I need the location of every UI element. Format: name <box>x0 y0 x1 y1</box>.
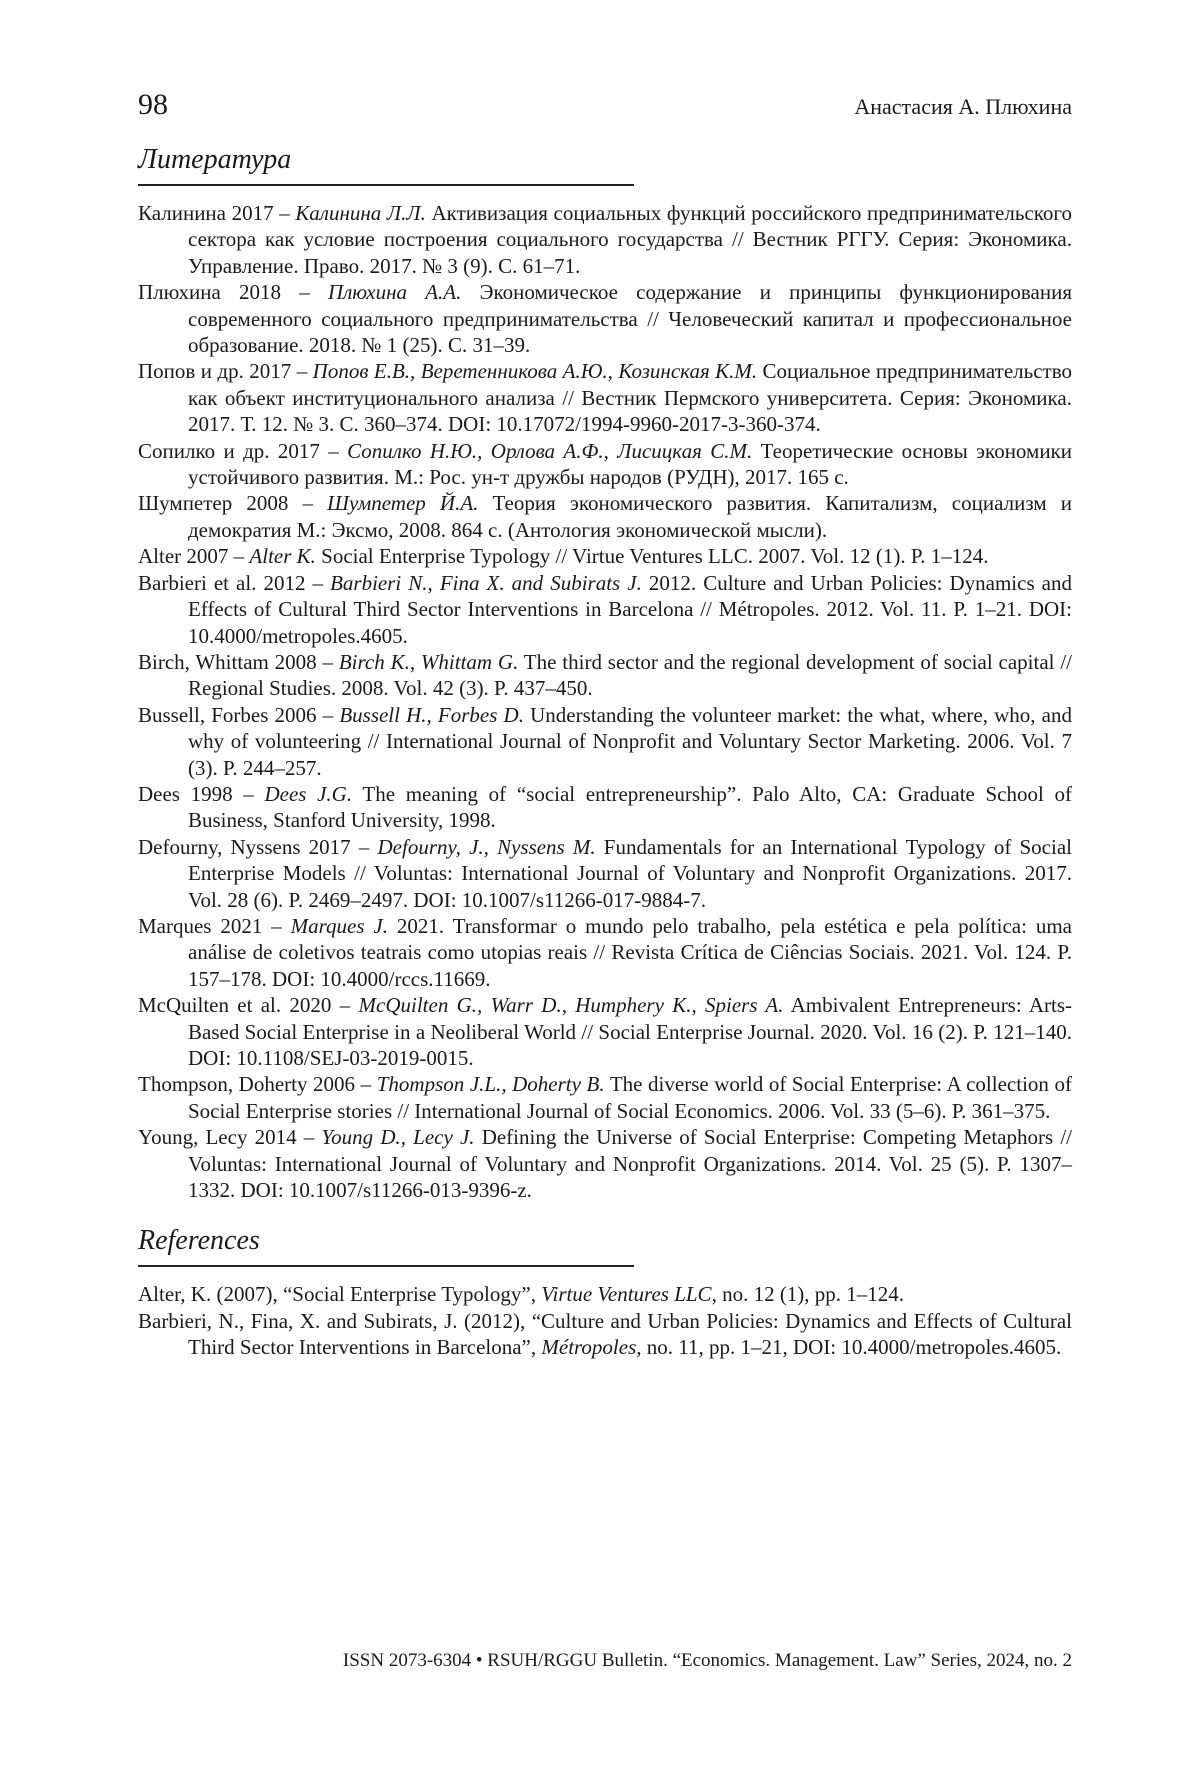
literature-list <box>138 200 1072 1203</box>
reference-lead: Birch, Whittam 2008 – <box>138 649 339 674</box>
reference-authors: Birch K., Whittam G. <box>338 649 519 674</box>
reference-authors: Калинина Л.Л. <box>295 201 426 225</box>
reference-details: Understanding the volunteer market: the what, where, who, and why of volunteering // International Journal of Nonprofit and Voluntary Sector Marketing. 2006. Vol. 7 (3). P. 244–257. <box>188 702 1072 780</box>
reference-item <box>138 1124 1072 1203</box>
reference-details: 2012. Culture and Urban Policies: Dynamics and Effects of Cultural Third Sector Interventions in Barcelona // Métropoles. 2012. Vol. 11. P. 1–21. DOI: 10.4000/metropoles.4605. <box>188 570 1073 648</box>
reference-item <box>138 200 1072 279</box>
reference-lead: Попов и др. 2017 – <box>138 359 313 384</box>
reference-lead: Marques 2021 – <box>138 913 291 938</box>
reference-item <box>138 358 1072 437</box>
reference-lead: Плюхина 2018 – <box>138 280 328 305</box>
heading-rule <box>138 184 634 186</box>
reference-item <box>138 702 1072 781</box>
reference-authors: Alter K. <box>249 544 316 569</box>
reference-details: Теоретические основы экономики устойчивого развития. М.: Рос. ун-т дружбы народов (РУДН), 2017. 165 с. <box>188 438 1073 490</box>
reference-authors: Thompson J.L., Doherty B. <box>376 1072 605 1097</box>
reference-item <box>138 543 1072 569</box>
page-number: 98 <box>138 88 168 121</box>
reference-lead: Dees 1998 – <box>138 781 265 806</box>
reference-details: no. 11, pp. 1–21, DOI: 10.4000/metropoles.4605. <box>641 1335 1062 1360</box>
reference-details: , no. 12 (1), pp. 1–124. <box>711 1282 905 1307</box>
references-heading: References <box>138 1225 260 1257</box>
reference-authors: Плюхина А.А. <box>327 280 462 305</box>
literature-heading: Литература <box>138 144 292 175</box>
reference-lead: Barbieri, N., Fina, X. and Subirats, J. (2012), “Culture and Urban Policies: Dynamics and Effects of Cultural Third Sector Interventions in Barcelona”, <box>138 1308 1072 1360</box>
reference-lead: Barbieri et al. 2012 – <box>138 570 331 595</box>
reference-authors: Barbieri N., Fina X. and Subirats J. <box>330 570 642 595</box>
reference-authors: Bussell H., Forbes D. <box>339 702 524 727</box>
reference-item <box>138 490 1072 543</box>
heading-rule <box>138 1265 634 1267</box>
reference-item <box>138 570 1072 649</box>
page-header <box>138 88 1072 128</box>
page <box>138 88 1072 1361</box>
reference-item <box>138 438 1072 491</box>
reference-item <box>138 1281 1072 1307</box>
page-footer: ISSN 2073-6304 • RSUH/RGGU Bulletin. “Economics. Management. Law” Series, 2024, no. 2 <box>342 1650 1072 1671</box>
reference-authors: Defourny, J., Nyssens M. <box>377 834 596 859</box>
reference-authors: McQuilten G., Warr D., Humphery K., Spiers A. <box>358 993 784 1018</box>
reference-lead: McQuilten et al. 2020 – <box>138 993 359 1018</box>
reference-details: Теория экономического развития. Капитализм, социализм и демократия М.: Эксмо, 2008. 864 с. (Антология экономической мысли). <box>188 491 1072 542</box>
references-list <box>138 1281 1072 1360</box>
reference-item <box>138 1308 1072 1361</box>
reference-lead: Bussell, Forbes 2006 – <box>138 702 340 727</box>
reference-details: Экономическое содержание и принципы функционирования современного социального предпринимательства // Человеческий капитал и профессиональное образование. 2018. № 1 (25). С. 31–39. <box>188 280 1072 358</box>
reference-details: The meaning of “social entrepreneurship”. Palo Alto, CA: Graduate School of Business, Stanford University, 1998. <box>188 781 1072 833</box>
reference-authors: Dees J.G. <box>264 781 353 806</box>
reference-item <box>138 649 1072 702</box>
reference-lead: Шумпетер 2008 – <box>138 491 328 516</box>
reference-lead: Alter 2007 – <box>138 544 250 569</box>
reference-details: Ambivalent Entrepreneurs: Arts-Based Social Enterprise in a Neoliberal World // Social Enterprise Journal. 2020. Vol. 16 (2). P. 121–140. DOI: 10.1108/SEJ-03-2019-0015. <box>188 993 1072 1070</box>
reference-authors: Young D., Lecy J. <box>321 1125 475 1150</box>
reference-details: The diverse world of Social Enterprise: A collection of Social Enterprise stories // International Journal of Social Economics. 2006. Vol. 33 (5–6). P. 361–375. <box>188 1072 1072 1123</box>
reference-authors: Métropoles, <box>541 1335 642 1360</box>
reference-details: Defining the Universe of Social Enterprise: Competing Metaphors // Voluntas: International Journal of Voluntary and Nonprofit Organizations. 2014. Vol. 25 (5). P. 1307–1332. DOI: 10.1007/s11266-013-9396-z. <box>188 1125 1072 1203</box>
reference-item <box>138 913 1072 992</box>
reference-item <box>138 279 1072 358</box>
reference-item <box>138 781 1072 834</box>
reference-details: Активизация социальных функций российского предпринимательского сектора как условие построения социального государства // Вестник РГГУ. Серия: Экономика. Управление. Право. 2017. № 3 (9). С. 61–71. <box>188 201 1072 278</box>
reference-authors: Marques J. <box>290 913 388 938</box>
reference-item <box>138 992 1072 1071</box>
running-head-author: Анастасия А. Плюхина <box>854 94 1072 119</box>
reference-details: 2021. Transformar o mundo pelo trabalho, pela estética e pela política: uma análise de coletivos teatrais como utopias reais // Revista Crítica de Ciências Sociais. 2021. Vol. 124. P. 157–178. DOI: 10.4000/rccs.11669. <box>188 913 1073 991</box>
reference-authors: Шумпетер Й.А. <box>327 491 479 516</box>
reference-item <box>138 1071 1072 1124</box>
reference-lead: Калинина 2017 – <box>138 201 296 225</box>
reference-item <box>138 834 1072 913</box>
reference-authors: Сопилко Н.Ю., Орлова А.Ф., Лисицкая С.М. <box>347 438 753 463</box>
reference-lead: Сопилко и др. 2017 – <box>138 438 348 463</box>
reference-lead: Thompson, Doherty 2006 – <box>138 1072 377 1097</box>
reference-lead: Defourny, Nyssens 2017 – <box>138 834 378 859</box>
reference-details: Социальное предпринимательство как объект институционального анализа // Вестник Пермского университета. Серия: Экономика. 2017. Т. 12. № 3. С. 360–374. DOI: 10.17072/1994-9960-2017-3-360-374. <box>188 359 1072 437</box>
reference-lead: Alter, K. (2007), “Social Enterprise Typology”, <box>138 1282 542 1307</box>
reference-details: The third sector and the regional development of social capital // Regional Studies. 2008. Vol. 42 (3). P. 437–450. <box>188 649 1072 701</box>
reference-lead: Young, Lecy 2014 – <box>138 1125 322 1150</box>
reference-details: Fundamentals for an International Typology of Social Enterprise Models // Voluntas: International Journal of Voluntary and Nonprofit Organizations. 2017. Vol. 28 (6). P. 2469–2497. DOI: 10.1007/s11266-017-9884-7. <box>188 834 1072 912</box>
reference-details: Social Enterprise Typology // Virtue Ventures LLC. 2007. Vol. 12 (1). P. 1–124. <box>315 544 989 569</box>
reference-authors: Virtue Ventures LLC <box>541 1282 712 1307</box>
reference-authors: Попов Е.В., Веретенникова А.Ю., Козинская К.М. <box>312 359 758 384</box>
